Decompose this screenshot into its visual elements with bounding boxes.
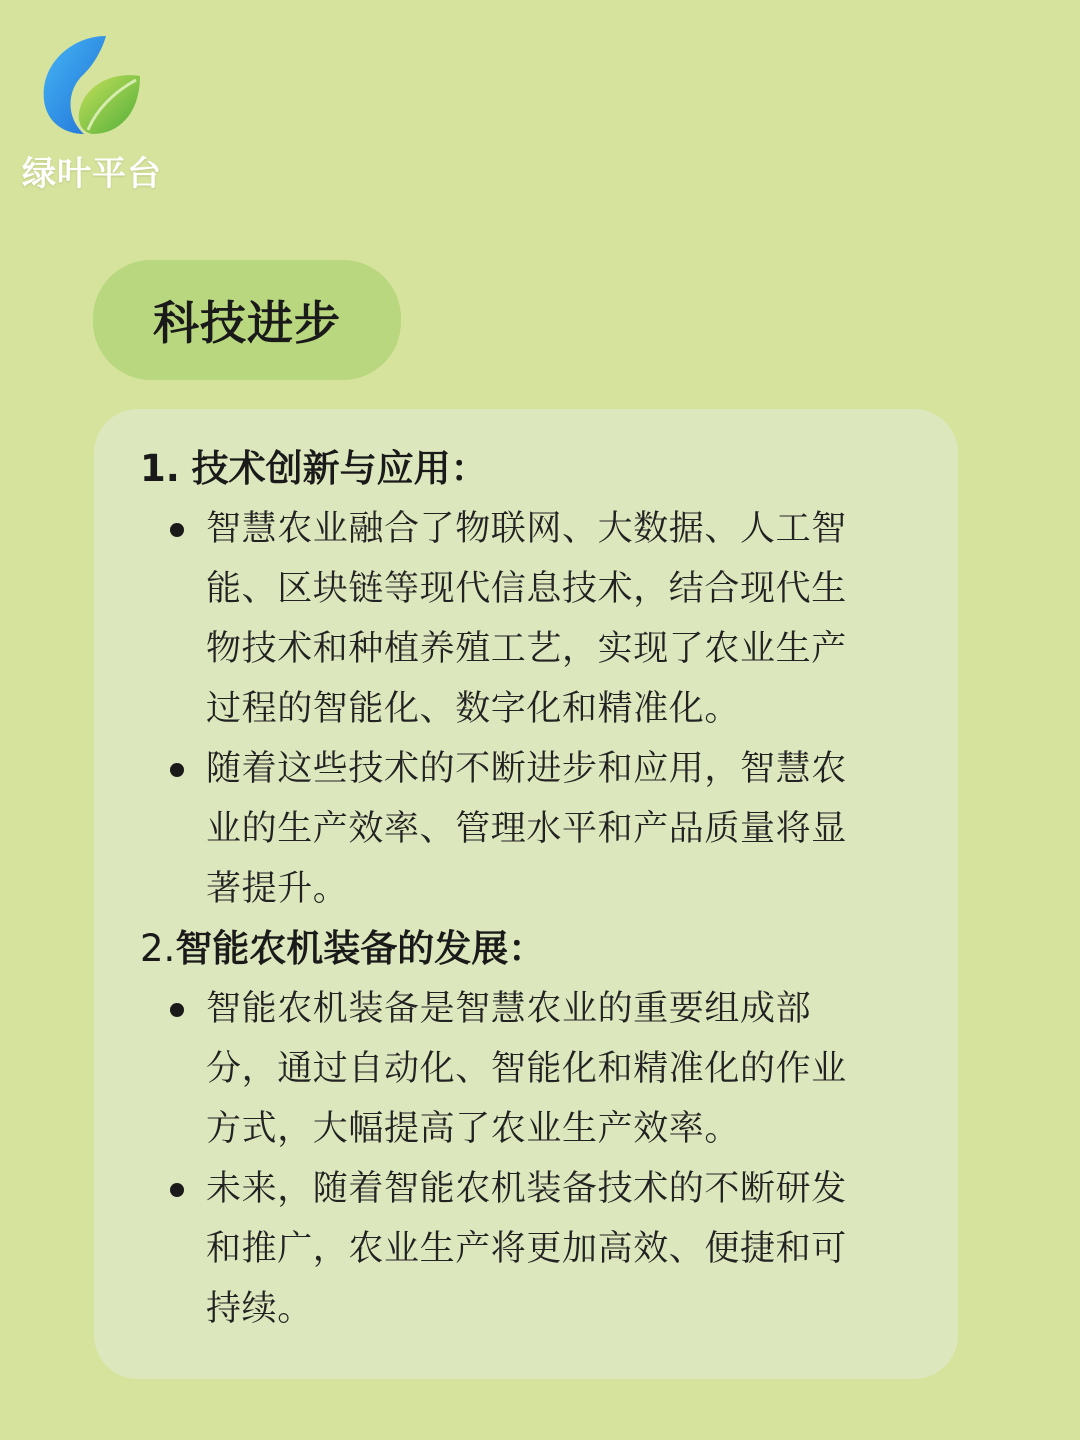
bullet-dot-icon [170,1183,184,1197]
item-heading-2 [140,919,900,979]
bullet-line: 分，通过自动化、智能化和精准化的作业 [206,1049,847,1089]
bullet-line: 持续。 [206,1289,313,1329]
section-title: 科技进步 [153,296,341,350]
bullet-line: 智慧农业融合了物联网、大数据、人工智 [206,509,847,549]
bullet-line: 著提升。 [206,869,349,909]
bullet-item [140,739,900,919]
bullet-dot-icon [170,1003,184,1017]
bullet-line: 业的生产效率、管理水平和产品质量将显 [206,809,847,849]
bullet-line: 物技术和种植养殖工艺，实现了农业生产 [206,629,847,669]
item-title: 技术创新与应用： [191,447,488,490]
content-list [140,439,900,1339]
brand-name: 绿叶平台 [22,154,162,194]
section-title-pill [93,260,401,380]
leaf-logo-icon [36,28,148,140]
bullet-item [140,499,900,739]
bullet-line: 和推广，农业生产将更加高效、便捷和可 [206,1229,847,1269]
item-number: 2. [140,927,176,970]
bullet-item [140,1159,900,1339]
content-card [94,409,958,1379]
bullet-line: 智能农机装备是智慧农业的重要组成部 [206,989,812,1029]
bullet-line: 方式，大幅提高了农业生产效率。 [206,1109,741,1149]
item-heading-1 [140,439,900,499]
bullet-line: 随着这些技术的不断进步和应用，智慧农 [206,749,847,789]
bullet-item [140,979,900,1159]
item-title: 智能农机装备的发展： [175,927,546,970]
item-number: 1. [140,447,180,490]
bullet-line: 过程的智能化、数字化和精准化。 [206,689,741,729]
bullet-dot-icon [170,763,184,777]
bullet-line: 能、区块链等现代信息技术，结合现代生 [206,569,847,609]
bullet-line: 未来，随着智能农机装备技术的不断研发 [206,1169,847,1209]
bullet-dot-icon [170,523,184,537]
